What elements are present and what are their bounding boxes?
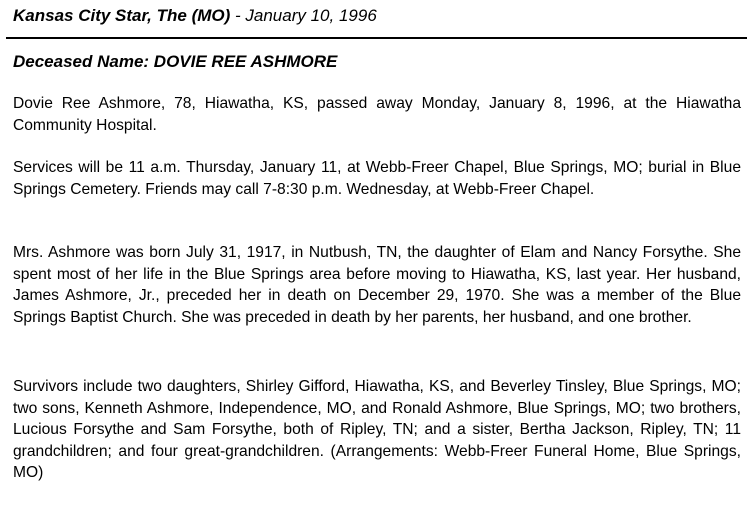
publication-header (13, 5, 377, 27)
obituary-paragraph-survivors: Survivors include two daughters, Shirley Gifford, Hiawatha, KS, and Beverley Tinsley, Blue Springs, MO; two sons, Kenneth Ashmore, Independence, MO, and Ronald Ashmore, Blue Springs, MO; two brothers, Lucious Forsythe and Sam Forsythe, both of Ripley, TN; and a sister, Bertha Jackson, Ripley, TN; 11 grandchildren; and four great-grandchildren. (Arrangements: Webb-Freer Funeral Home, Blue Springs, MO) (13, 378, 741, 481)
obituary-paragraph-death-notice: Dovie Ree Ashmore, 78, Hiawatha, KS, passed away Monday, January 8, 1996, at the Hiawatha Community Hospital. (13, 95, 741, 134)
header-divider (6, 37, 747, 39)
publication-date: - January 10, 1996 (235, 6, 377, 25)
deceased-name-heading: Deceased Name: DOVIE REE ASHMORE (13, 52, 338, 71)
obituary-paragraph-biography: Mrs. Ashmore was born July 31, 1917, in Nutbush, TN, the daughter of Elam and Nancy Forsythe. She spent most of her life in the Blue Springs area before moving to Hiawatha, KS, last year. Her husband, James Ashmore, Jr., preceded her in death on December 29, 1970. She was a member of the Blue Springs Baptist Church. She was preceded in death by her parents, her husband, and one brother. (13, 244, 741, 326)
obituary-paragraph-services: Services will be 11 a.m. Thursday, January 11, at Webb-Freer Chapel, Blue Springs, MO; burial in Blue Springs Cemetery. Friends may call 7-8:30 p.m. Wednesday, at Webb-Freer Chapel. (13, 159, 741, 198)
publication-source: Kansas City Star, The (MO) (13, 6, 231, 25)
